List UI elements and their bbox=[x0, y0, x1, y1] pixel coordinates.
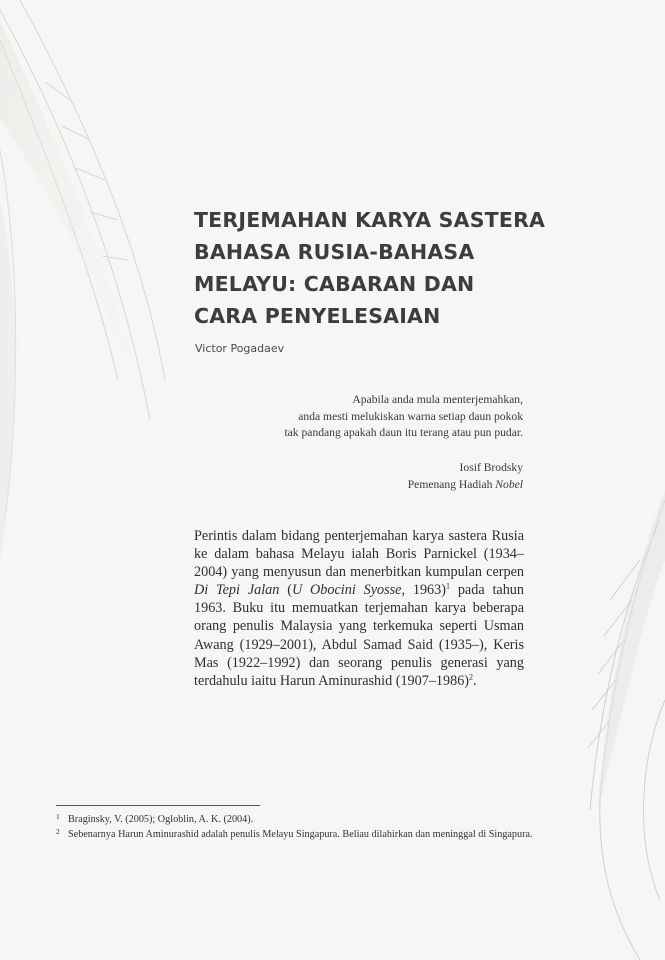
title-line: BAHASA RUSIA-BAHASA bbox=[194, 240, 475, 264]
footnote-number: 2 bbox=[56, 827, 60, 836]
footnote-ref[interactable]: 2 bbox=[469, 672, 474, 682]
attribution-role bbox=[408, 476, 523, 493]
epigraph-quote bbox=[284, 392, 523, 442]
body-text-segment: Perintis dalam bidang penterjemahan karya sastera Rusia ke dalam bahasa Melayu ialah Boris Parnickel (1934–2004) yang menyusun dan menerbitkan kumpulan cerpen bbox=[194, 528, 524, 581]
body-text-segment: pada tahun 1963. Buku itu memuatkan terjemahan karya beberapa orang penulis Malaysia yang terkemuka seperti Usman Awang (1929–2001), Abdul Samad Said (1935–), Keris Mas (1922–1992) dan seorang penulis generasi yang terdahulu iaitu Harun Aminurashid (1907–1986) bbox=[194, 582, 524, 689]
body-text-segment: ( bbox=[279, 582, 292, 599]
attribution-role-italic: Nobel bbox=[495, 478, 523, 491]
body-paragraph bbox=[194, 527, 524, 690]
body-text-segment: , 1963) bbox=[401, 582, 446, 599]
footnote-item bbox=[56, 828, 551, 841]
footnote-divider bbox=[56, 805, 260, 806]
footnote-item bbox=[56, 813, 551, 826]
title-line: TERJEMAHAN KARYA SASTERA bbox=[194, 208, 546, 232]
title-line: CARA PENYELESAIAN bbox=[194, 304, 441, 328]
attribution-name: Iosif Brodsky bbox=[459, 461, 523, 474]
footnotes bbox=[56, 813, 551, 841]
attribution-role-prefix: Pemenang Hadiah bbox=[407, 478, 496, 491]
article-title bbox=[194, 204, 554, 332]
epigraph-line: Apabila anda mula menterjemahkan, bbox=[352, 393, 523, 406]
author-name: Victor Pogadaev bbox=[195, 342, 285, 355]
title-line: MELAYU: CABARAN DAN bbox=[194, 272, 475, 296]
footnote-ref[interactable]: 1 bbox=[445, 581, 450, 591]
body-text-segment: . bbox=[473, 672, 477, 689]
book-title: Di Tepi Jalan bbox=[194, 582, 280, 599]
footnote-number: 1 bbox=[56, 812, 60, 821]
epigraph-line: anda mesti melukiskan warna setiap daun pokok bbox=[298, 409, 523, 423]
footnote-text: Sebenarnya Harun Aminurashid adalah penulis Melayu Singapura. Beliau dilahirkan dan meninggal di Singapura. bbox=[68, 829, 533, 840]
epigraph-attribution bbox=[408, 459, 523, 493]
epigraph-line: tak pandang apakah daun itu terang atau pun pudar. bbox=[284, 426, 523, 439]
book-original-title: U Obocini Syosse bbox=[291, 582, 402, 599]
footnote-text: Braginsky, V. (2005); Ogloblin, A. K. (2004). bbox=[68, 814, 254, 825]
